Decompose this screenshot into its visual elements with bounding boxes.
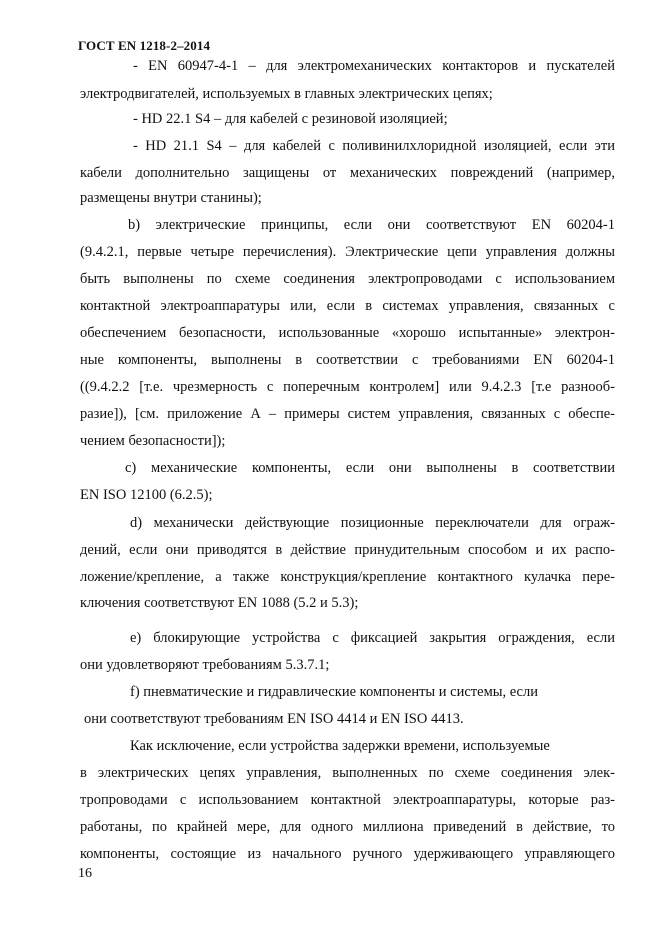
text-line: EN ISO 12100 (6.2.5); <box>80 487 213 503</box>
text-line: - EN 60947-4-1 – для электромеханических контакторов и пускателей <box>133 58 615 74</box>
text-line: они соответствуют требованиям EN ISO 4414 и EN ISO 4413. <box>84 711 464 727</box>
text-line: чением безопасности]); <box>80 433 226 449</box>
text-line: e) блокирующие устройства с фиксацией закрытия ограждения, если <box>130 630 615 646</box>
text-line: - HD 21.1 S4 – для кабелей с поливинилхлоридной изоляцией, если эти <box>133 138 615 154</box>
text-line: - HD 22.1 S4 – для кабелей с резиновой изоляцией; <box>133 111 448 127</box>
text-line: обеспечением безопасности, использованные «хорошо испытанные» электрон- <box>80 325 615 341</box>
text-line: ные компоненты, выполнены в соответствии с требованиями EN 60204-1 <box>80 352 615 368</box>
text-line: компоненты, состоящие из начального ручного удерживающего управляющего <box>80 846 615 862</box>
text-line: дений, если они приводятся в действие принудительным способом и их распо- <box>80 542 615 558</box>
page-number: 16 <box>78 866 92 881</box>
text-line: они удовлетворяют требованиям 5.3.7.1; <box>80 657 330 673</box>
text-line: b) электрические принципы, если они соответствуют EN 60204-1 <box>128 217 615 233</box>
document-header: ГОСТ EN 1218-2–2014 <box>78 38 211 53</box>
text-line: тропроводами с использованием контактной электроаппаратуры, которые раз- <box>80 792 615 808</box>
text-line: d) механически действующие позиционные переключатели для ограж- <box>130 515 615 531</box>
text-line: Как исключение, если устройства задержки времени, используемые <box>130 738 550 754</box>
text-line: работаны, по крайней мере, для одного миллиона приведений в действие, то <box>80 819 615 835</box>
text-line: f) пневматические и гидравлические компоненты и системы, если <box>130 684 538 700</box>
text-line: ложение/крепление, а также конструкция/крепление контактного кулачка пере- <box>80 569 615 585</box>
text-line: разие]), [см. приложение А – примеры систем управления, связанных с обеспе- <box>80 406 615 422</box>
text-line: ключения соответствуют EN 1088 (5.2 и 5.3); <box>80 595 359 611</box>
text-line: в электрических цепях управления, выполненных по схеме соединения элек- <box>80 765 615 781</box>
text-line: кабели дополнительно защищены от механических повреждений (например, <box>80 165 615 181</box>
text-line: быть выполнены по схеме соединения электропроводами с использованием <box>80 271 615 287</box>
text-line: c) механические компоненты, если они выполнены в соответствии <box>125 460 615 476</box>
text-line: (9.4.2.1, первые четыре перечисления). Электрические цепи управления должны <box>80 244 615 260</box>
text-line: контактной электроаппаратуры или, если в системах управления, связанных с <box>80 298 615 314</box>
text-line: размещены внутри станины); <box>80 190 262 206</box>
text-line: электродвигателей, используемых в главных электрических цепях; <box>80 86 493 102</box>
text-line: ((9.4.2.2 [т.е. чрезмерность с поперечным контролем] или 9.4.2.3 [т.е разнооб- <box>80 379 615 395</box>
